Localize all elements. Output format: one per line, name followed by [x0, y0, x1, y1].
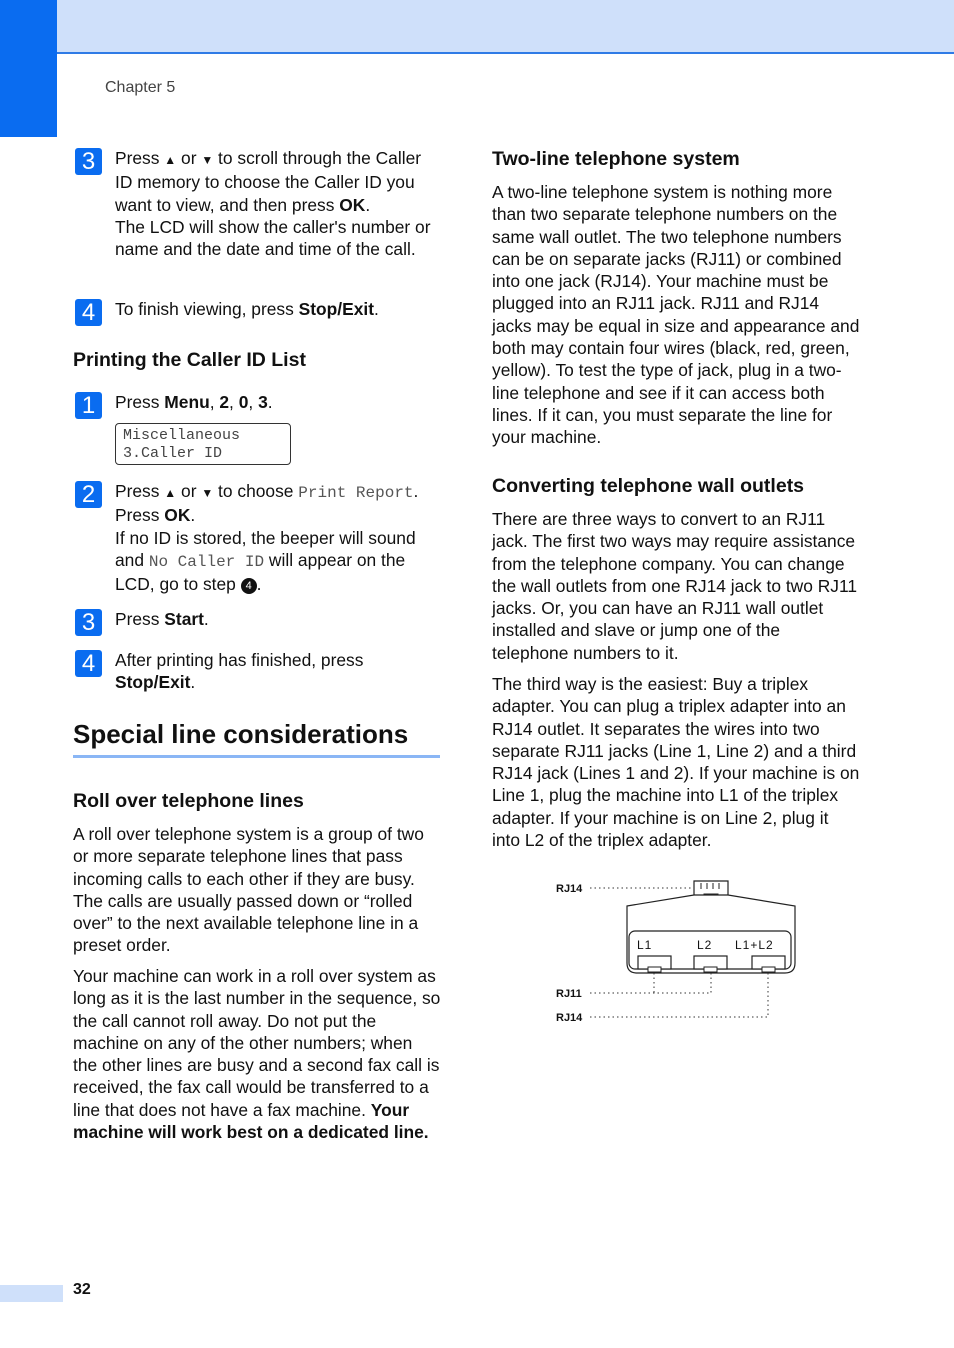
step-scroll-caller-id: 3 Press ▲ or ▼ to scroll through the Caller ID memory to choose the Caller ID you want to view, and then press OK. The LCD will show the caller's number or name and the date and time of the call.	[73, 147, 443, 260]
down-arrow-icon: ▼	[201, 486, 214, 500]
step-number-badge: 3	[75, 148, 102, 175]
step-reference-circle: 4	[241, 578, 257, 594]
stop-exit-key: Stop/Exit	[298, 299, 375, 319]
ok-key: OK	[339, 194, 366, 215]
chapter-tab	[0, 0, 57, 137]
start-key: Start	[164, 609, 204, 629]
l1-l2-label: L1+L2	[735, 938, 774, 952]
step-press-start: 3 Press Start.	[73, 608, 443, 630]
rj14-bottom-label: RJ14	[556, 1012, 583, 1024]
rj14-top-label: RJ14	[556, 883, 583, 895]
l1-label: L1	[637, 938, 653, 952]
rollover-heading: Roll over telephone lines	[73, 790, 304, 812]
down-arrow-icon: ▼	[201, 153, 214, 167]
lcd-display	[115, 423, 291, 465]
rollover-paragraph-1: A roll over telephone system is a group of two or more separate telephone lines that pass incoming calls to each other if they are busy. The calls are usually passed down or “rolled over” to the next available telephone line in a preset order.	[73, 824, 424, 956]
converting-heading: Converting telephone wall outlets	[492, 475, 805, 497]
stop-exit-key: Stop/Exit	[115, 672, 191, 693]
up-arrow-icon: ▲	[164, 153, 177, 167]
l2-label: L2	[697, 938, 713, 952]
chapter-label: Chapter 5	[105, 79, 176, 96]
step-number-badge: 4	[75, 299, 102, 326]
step-number-badge: 1	[75, 392, 102, 419]
step-finish-viewing: 4 To finish viewing, press Stop/Exit.	[73, 298, 443, 320]
step-number-badge: 3	[75, 609, 102, 636]
page-number: 32	[73, 1281, 91, 1298]
heading-underline	[73, 755, 440, 758]
page-tab	[0, 1285, 63, 1302]
converting-paragraph-2: The third way is the easiest: Buy a triplex adapter. You can plug a triplex adapter into an RJ14 outlet. It separates the wires into two separate RJ11 jacks (Line 1, Line 2) and a third RJ14 jack (Lines 1 and 2). If your machine is on Line 1, plug the machine into L1 of the triplex adapter. If your machine is on Line 2, plug it into L2 of the triplex adapter.	[492, 674, 860, 851]
special-line-heading: Special line considerations	[73, 719, 409, 749]
step-number-badge: 2	[75, 481, 102, 508]
converting-paragraph-1: There are three ways to convert to an RJ11 jack. The first two ways may require assistance from the telephone company. You can change the wall outlets from one RJ14 jack to two RJ11 jacks. Or, you can have an RJ11 wall outlet installed and slave or jump one of the telephone numbers to it.	[492, 509, 858, 663]
two-line-heading: Two-line telephone system	[492, 148, 740, 170]
rj11-label: RJ11	[556, 988, 582, 1000]
step-press-menu: 1 Press Menu, 2, 0, 3.	[73, 391, 443, 413]
rollover-paragraph-2: Your machine can work in a roll over system as long as it is the last number in the sequence, so the call cannot roll away. Do not put the machine on any of the other numbers; when the other lines are busy and a second fax call is received, the fax call would be transferred to a line that does not have a fax machine. Your machine will work best on a dedicated line.	[73, 966, 441, 1143]
header-band	[0, 0, 954, 54]
two-line-paragraph: A two-line telephone system is nothing more than two separate telephone numbers on the same wall outlet. The two telephone numbers can be on separate jacks (RJ11) or combined into one jack (RJ14). Your machine must be plugged into an RJ11 jack. RJ11 and RJ14 jacks may be equal in size and appearance and both may contain four wires (black, red, green, yellow). To test the type of jack, plug in a two-line telephone and see if it can access both lines. If it can, you must separate the line for your machine.	[492, 182, 860, 448]
step-number-badge: 4	[75, 650, 102, 677]
step-after-printing: 4 After printing has finished, press Stop/Exit.	[73, 649, 443, 694]
lcd-line-2: 3.Caller ID	[123, 445, 223, 462]
step-choose-print-report: 2 Press ▲ or ▼ to choose Print Report. Press OK. If no ID is stored, the beeper will sound and No Caller ID will appear on the LCD, go to step 4 .	[73, 480, 443, 595]
printing-heading: Printing the Caller ID List	[73, 349, 306, 371]
lcd-line-1: Miscellaneous	[123, 427, 241, 444]
up-arrow-icon: ▲	[164, 486, 177, 500]
triplex-adapter-diagram	[553, 873, 803, 1025]
